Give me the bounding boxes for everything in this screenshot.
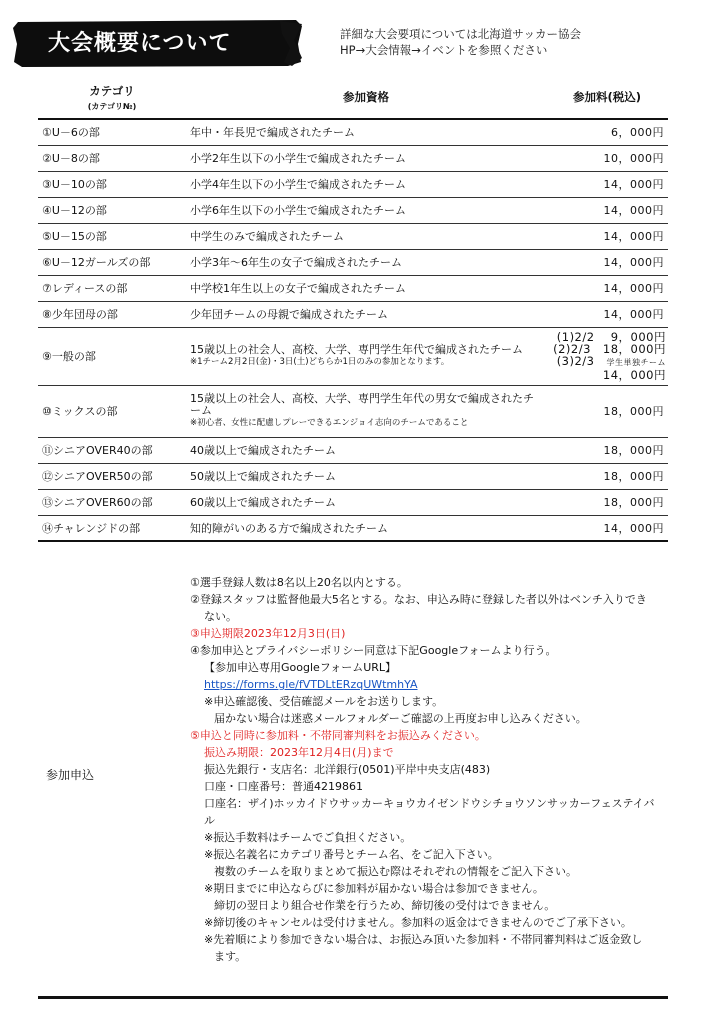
header-category: カテゴリ (カテゴリ№) <box>38 76 186 119</box>
rule-staff-cont: ない。 <box>204 610 237 623</box>
table-row <box>38 145 668 171</box>
payment-deadline: 振込み期限：2023年12月4日(月)まで <box>204 746 394 759</box>
fee-cell: 14，000円 <box>603 178 664 191</box>
category-cell: ⑧少年団母の部 <box>42 308 118 321</box>
header-eligibility: 参加資格 <box>343 90 389 104</box>
eligibility-note: ※1チーム2月2日(金)・3日(土)どちらか1日のみの参加となります。 <box>190 357 450 367</box>
table-row <box>38 463 668 489</box>
fee-cell: 18，000円 <box>603 470 664 483</box>
name-note: ※振込名義名にカテゴリ番号とチーム名、をご記入下さい。 <box>204 848 499 861</box>
note-line-1: 詳細な大会要項については北海道サッカー協会 <box>340 27 582 41</box>
category-cell: ⑥U－12ガールズの部 <box>42 256 151 269</box>
eligibility-cell: 知的障がいのある方で編成されたチーム <box>190 521 388 535</box>
table-row <box>38 385 668 437</box>
eligibility-text: 15歳以上の社会人、高校、大学、専門学生年代で編成されたチーム <box>190 343 523 356</box>
title-banner <box>12 18 302 68</box>
eligibility-cell: 小学2年生以下の小学生で編成されたチーム <box>190 152 406 165</box>
table-row <box>38 119 668 145</box>
fee-line: 14，000円 <box>602 368 666 382</box>
eligibility-cell: 40歳以上で編成されたチーム <box>190 444 336 457</box>
category-cell: ⑤U－15の部 <box>42 230 107 243</box>
account-name: 口座名：ザイ)ホッカイドウサッカーキョウカイゼンドウシチョウソンサッカーフェステイバル <box>204 797 655 827</box>
payment-notice: ⑤申込と同時に参加料・不帯同審判料をお振込みください。 <box>190 729 486 742</box>
table-row <box>38 249 668 275</box>
fee-cell: 14，000円 <box>603 521 664 535</box>
eligibility-text: 15歳以上の社会人、高校、大学、専門学生年代の男女で編成されたチーム <box>190 392 534 417</box>
table-row <box>38 223 668 249</box>
fee-table <box>38 76 668 542</box>
page-title: 大会概要について <box>48 31 232 56</box>
category-cell: ⑫シニアOVER50の部 <box>42 470 153 483</box>
table-row <box>38 197 668 223</box>
late-note-cont: 締切の翌日より組合せ作業を行うため、締切後の受付はできません。 <box>214 899 556 912</box>
rule-form: ④参加申込とプライバシーポリシー同意は下記Googleフォームより行う。 <box>190 644 557 657</box>
fee-line: (1)2/2 9，000円 <box>556 330 666 344</box>
fee-cell: 14，000円 <box>603 308 664 321</box>
table-row <box>38 437 668 463</box>
category-cell: ③U－10の部 <box>42 178 107 191</box>
eligibility-cell: 小学4年生以下の小学生で編成されたチーム <box>190 178 406 191</box>
application-label: 参加申込 <box>46 768 95 782</box>
table-row <box>38 275 668 301</box>
table-row <box>38 171 668 197</box>
category-cell: ④U－12の部 <box>42 204 107 217</box>
header-fee: 参加料(税込) <box>572 90 641 104</box>
fee-note: ※振込手数料はチームでご負担ください。 <box>204 831 412 844</box>
fee-cell: 18，000円 <box>603 405 664 418</box>
eligibility-cell: 小学3年～6年生の女子で編成されたチーム <box>190 256 402 269</box>
category-cell: ⑪シニアOVER40の部 <box>42 444 153 457</box>
category-cell: ⑬シニアOVER60の部 <box>42 496 153 509</box>
header-category-sub: (カテゴリ№) <box>87 101 137 111</box>
eligibility-cell: 中学生のみで編成されたチーム <box>190 230 344 243</box>
form-url-link[interactable]: https://forms.gle/fVTDLtERzqUWtmhYA <box>204 678 418 691</box>
fee-cell: 14，000円 <box>603 256 664 269</box>
name-note-cont: 複数のチームを取りまとめて振込む際はそれぞれの情報をご記入下さい。 <box>214 865 577 878</box>
late-note: ※期日までに申込ならびに参加料が届かない場合は参加できません。 <box>204 882 544 895</box>
table-row <box>38 489 668 515</box>
category-cell: ⑦レディースの部 <box>42 282 128 295</box>
eligibility-cell: 少年団チームの母親で編成されたチーム <box>190 308 388 321</box>
eligibility-cell: 50歳以上で編成されたチーム <box>190 470 336 483</box>
header-note <box>340 26 581 58</box>
fee-line: (2)2/3 18，000円 <box>553 342 666 356</box>
fee-line: (3)2/3 学生単独チーム <box>556 354 666 368</box>
eligibility-cell: 年中・年長児で編成されたチーム <box>190 126 355 140</box>
category-cell: ②U－8の部 <box>42 152 100 165</box>
category-cell: ⑩ミックスの部 <box>42 405 118 418</box>
fee-cell: 14，000円 <box>603 230 664 243</box>
eligibility-cell: 中学校1年生以上の女子で編成されたチーム <box>190 282 406 295</box>
category-cell: ⑭チャレンジドの部 <box>42 521 141 535</box>
fee-cell: 14，000円 <box>603 204 664 217</box>
category-cell: ⑨一般の部 <box>42 350 96 363</box>
eligibility-note: ※初心者、女性に配慮しプレーできるエンジョイ志向のチームであること <box>190 418 469 428</box>
table-row <box>38 515 668 541</box>
fee-cell: 6，000円 <box>611 126 664 140</box>
refund-note: ※先着順により参加できない場合は、お振込み頂いた参加料・不帯同審判料はご返金致し <box>204 933 643 946</box>
refund-note-cont: ます。 <box>214 950 247 963</box>
fee-cell: 18，000円 <box>603 496 664 509</box>
eligibility-cell: 小学6年生以下の小学生で編成されたチーム <box>190 204 406 217</box>
table-header-row <box>38 76 668 119</box>
fee-cell: 14，000円 <box>603 282 664 295</box>
eligibility-cell: 60歳以上で編成されたチーム <box>190 496 336 509</box>
rule-staff: ②登録スタッフは監督他最大5名とする。なお、申込み時に登録した者以外はベンチ入りでき <box>190 593 647 606</box>
eligibility-cell <box>186 327 546 385</box>
fee-cell: 18，000円 <box>603 444 664 457</box>
deadline: ③申込期限2023年12月3日(日) <box>190 627 346 640</box>
bank-name: 振込先銀行・支店名：北洋銀行(0501)平岸中央支店(483) <box>204 763 491 776</box>
category-cell: ①U－6の部 <box>42 126 100 140</box>
fee-cell <box>546 327 668 385</box>
table-row <box>38 301 668 327</box>
fee-cell: 10，000円 <box>603 152 664 165</box>
bottom-divider <box>38 996 668 999</box>
cancel-note: ※締切後のキャンセルは受付けません。参加料の返金はできませんのでご了承下さい。 <box>204 916 632 929</box>
eligibility-cell <box>186 385 546 437</box>
confirm-note: ※申込確認後、受信確認メールをお送りします。 <box>204 695 444 708</box>
note-line-2: HP→大会情報→イベントを参照ください <box>340 43 548 57</box>
form-url-heading: 【参加申込専用GoogleフォームURL】 <box>204 661 397 674</box>
confirm-note-cont: 届かない場合は迷惑メールフォルダーご確認の上再度お申し込みください。 <box>214 712 587 725</box>
rule-players: ①選手登録人数は8名以上20名以内とする。 <box>190 576 408 589</box>
application-details <box>190 574 660 965</box>
table-row <box>38 327 668 385</box>
bank-account: 口座・口座番号：普通4219861 <box>204 780 363 793</box>
